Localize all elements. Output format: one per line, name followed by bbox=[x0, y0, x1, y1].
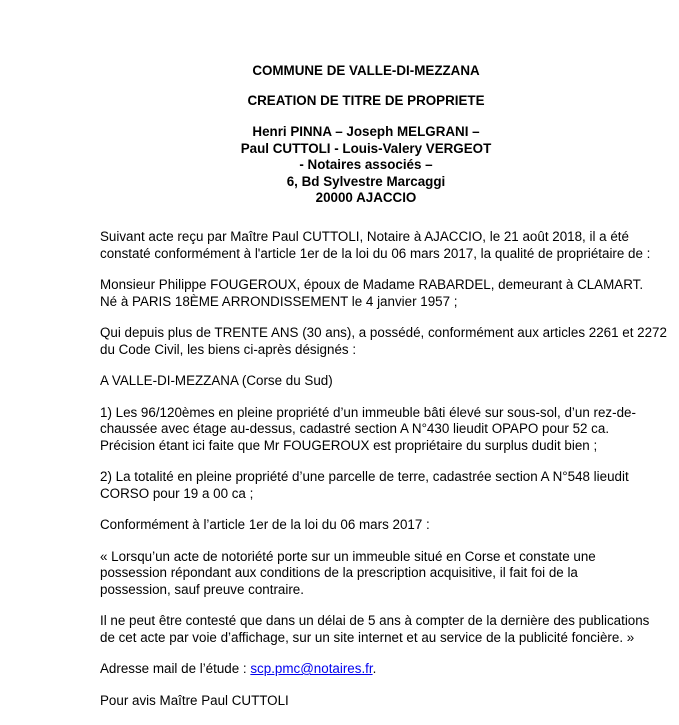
quote-paragraph bbox=[100, 549, 645, 599]
owner-line-2: Né à PARIS 18ÈME ARRONDISSEMENT le 4 janvier 1957 ; bbox=[100, 293, 458, 309]
conformity-paragraph bbox=[100, 517, 645, 534]
quote-line-3: possession, sauf preuve contraire. bbox=[100, 581, 304, 597]
item-1-line-1: 1) Les 96/120èmes en pleine propriété d’un immeuble bâti élevé sur sous-sol, d’un rez-de- bbox=[100, 404, 636, 420]
item-2-paragraph bbox=[100, 469, 645, 502]
document-title bbox=[100, 93, 632, 110]
email-label: Adresse mail de l’étude : bbox=[100, 661, 251, 676]
email-suffix: . bbox=[372, 661, 377, 676]
quote-line-1: « Lorsqu’un acte de notoriété porte sur un immeuble situé en Corse et constate une bbox=[100, 548, 596, 564]
notaries-line-2: Paul CUTTOLI - Louis-Valery VERGEOT bbox=[240, 140, 492, 156]
possession-line-2: du Code Civil, les biens ci-après désignés : bbox=[100, 341, 357, 357]
notaries-block bbox=[100, 124, 632, 207]
contest-line-2: de cet acte par voie d’affichage, sur un site internet et au service de la publicité foncière. » bbox=[100, 629, 635, 645]
item-2-line-1: 2) La totalité en pleine propriété d’une parcelle de terre, cadastrée section A N°548 lieudit bbox=[100, 469, 629, 484]
email-link[interactable]: scp.pmc@notaires.fr bbox=[250, 661, 373, 676]
item-1-paragraph bbox=[100, 405, 645, 455]
quote-line-2: possession répondant aux conditions de la prescription acquisitive, il fait foi de la bbox=[100, 565, 578, 580]
notaries-city: 20000 AJACCIO bbox=[315, 190, 417, 205]
location-paragraph bbox=[100, 373, 645, 390]
title-text: CREATION DE TITRE DE PROPRIETE bbox=[247, 93, 485, 108]
signature-line: Pour avis Maître Paul CUTTOLI bbox=[100, 692, 289, 708]
contest-paragraph bbox=[100, 613, 650, 646]
intro-line-2: constaté conformément à l'article 1er de la loi du 06 mars 2017, la qualité de propriétaire de : bbox=[100, 245, 651, 261]
notaries-line-1: Henri PINNA – Joseph MELGRANI – bbox=[252, 124, 480, 139]
owner-line-1: Monsieur Philippe FOUGEROUX, époux de Madame RABARDEL, demeurant à CLAMART. bbox=[100, 277, 644, 292]
notaries-line-3: - Notaires associés – bbox=[299, 157, 433, 172]
intro-line-1: Suivant acte reçu par Maître Paul CUTTOLI, Notaire à AJACCIO, le 21 août 2018, il a été bbox=[100, 229, 629, 244]
conformity-line: Conformément à l’article 1er de la loi du 06 mars 2017 : bbox=[100, 517, 430, 532]
notaries-address: 6, Bd Sylvestre Marcaggi bbox=[286, 173, 446, 189]
signature-paragraph bbox=[100, 693, 645, 710]
email-paragraph bbox=[100, 661, 645, 678]
possession-paragraph bbox=[100, 325, 667, 358]
contest-line-1: Il ne peut être contesté que dans un délai de 5 ans à compter de la dernière des publications bbox=[100, 613, 650, 628]
item-1-line-3: Précision étant ici faite que Mr FOUGEROUX est propriétaire du surplus dudit bien ; bbox=[100, 437, 598, 453]
notice-body bbox=[100, 229, 667, 724]
location-line: A VALLE-DI-MEZZANA (Corse du Sud) bbox=[100, 373, 333, 388]
commune-heading bbox=[100, 63, 632, 80]
intro-paragraph bbox=[100, 229, 651, 262]
possession-line-1: Qui depuis plus de TRENTE ANS (30 ans), a possédé, conformément aux articles 2261 et 2272 bbox=[100, 325, 667, 340]
commune-name: COMMUNE DE VALLE-DI-MEZZANA bbox=[252, 63, 480, 78]
item-1-line-2: chaussée avec étage au-dessus, cadastré section A N°430 lieudit OPAPO pour 52 ca. bbox=[100, 421, 610, 436]
owner-paragraph bbox=[100, 277, 645, 310]
item-2-line-2: CORSO pour 19 a 00 ca ; bbox=[100, 485, 254, 501]
